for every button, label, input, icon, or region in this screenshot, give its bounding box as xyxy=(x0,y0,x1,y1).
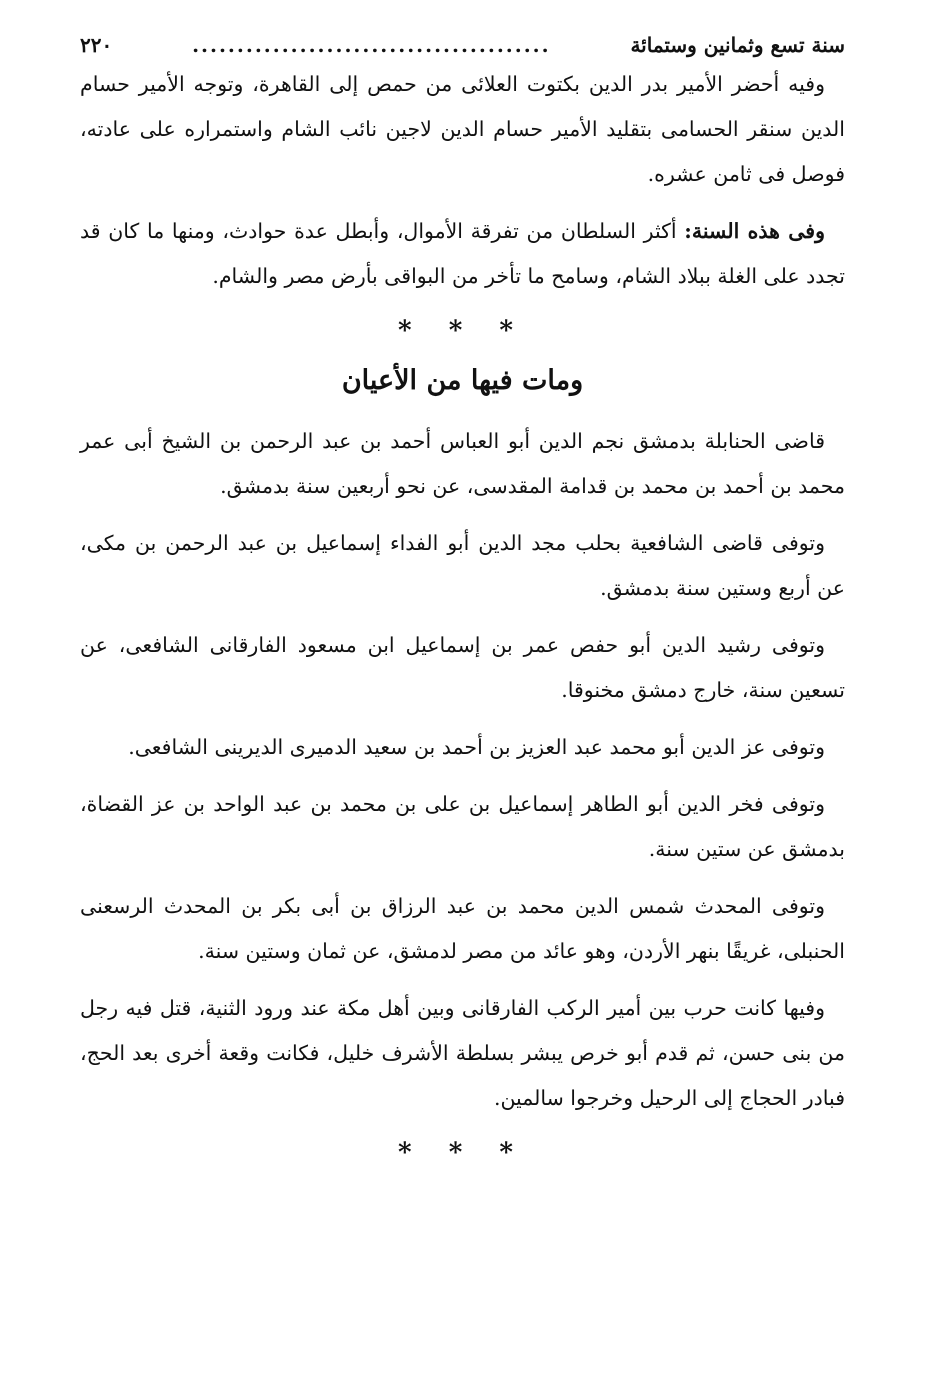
paragraph-lead: وفى هذه السنة: xyxy=(684,219,825,243)
separator-stars: * * * xyxy=(398,316,527,346)
death-entry: وتوفى رشيد الدين أبو حفص عمر بن إسماعيل ابن مسعود الفارقانى الشافعى، عن تسعين سنة، خارج دمشق مخنوقا. xyxy=(80,633,845,702)
mecca-battle-paragraph: وفيها كانت حرب بين أمير الركب الفارقانى وبين أهل مكة عند ورود الثنية، قتل فيه رجل من بنى حسن، ثم قدم أبو خرص يبشر بسلطة الأشرف خليل، فكانت وقعة أخرى بعد الحج، فبادر الحجاج إلى الرحيل وخرجوا سالمين. xyxy=(80,996,845,1110)
death-entry: وتوفى قاضى الشافعية بحلب مجد الدين أبو الفداء إسماعيل بن عبد الرحمن بن مكى، عن أربع وستين سنة بدمشق. xyxy=(80,531,845,600)
paragraph-this-year xyxy=(80,209,845,299)
header-title: سنة تسع وثمانين وستمائة xyxy=(630,33,845,57)
header-dots: ........................................ xyxy=(192,33,551,57)
death-entry: وتوفى فخر الدين أبو الطاهر إسماعيل بن على بن محمد بن عبد الواحد بن عز القضاة، بدمشق عن ستين سنة. xyxy=(80,792,845,861)
book-page xyxy=(80,30,845,1177)
running-header xyxy=(80,30,845,62)
paragraph-text: وفيه أحضر الأمير بدر الدين بكتوت العلائى من حمص إلى القاهرة، وتوجه الأمير حسام الدين سنقر الحسامى بتقليد الأمير حسام الدين لاجين نائب الشام واستمراره على عادته، فوصل فى ثامن عشره. xyxy=(80,72,845,186)
paragraph-text: أكثر السلطان من تفرقة الأموال، وأبطل عدة حوادث، ومنها ما كان قد تجدد على الغلة ببلاد الشام، وسامح ما تأخر من البواقى بأرض مصر والشام. xyxy=(80,219,845,288)
separator-stars: * * * xyxy=(398,1138,527,1168)
paragraph-bektut xyxy=(80,62,845,197)
section-heading: ومات فيها من الأعيان xyxy=(341,365,584,396)
page-number: ٢٢٠ xyxy=(80,33,113,57)
death-entry: قاضى الحنابلة بدمشق نجم الدين أبو العباس أحمد بن عبد الرحمن بن الشيخ أبى عمر محمد بن أحمد بن محمد بن قدامة المقدسى، عن نحو أربعين سنة بدمشق. xyxy=(80,429,845,498)
death-entry: وتوفى عز الدين أبو محمد عبد العزيز بن أحمد بن سعيد الدميرى الديرينى الشافعى. xyxy=(128,735,825,759)
death-entry: وتوفى المحدث شمس الدين محمد بن عبد الرزاق بن أبى بكر بن المحدث الرسعنى الحنبلى، غريقًا بنهر الأردن، وهو عائد من مصر لدمشق، عن ثمان وستين سنة. xyxy=(80,894,845,963)
